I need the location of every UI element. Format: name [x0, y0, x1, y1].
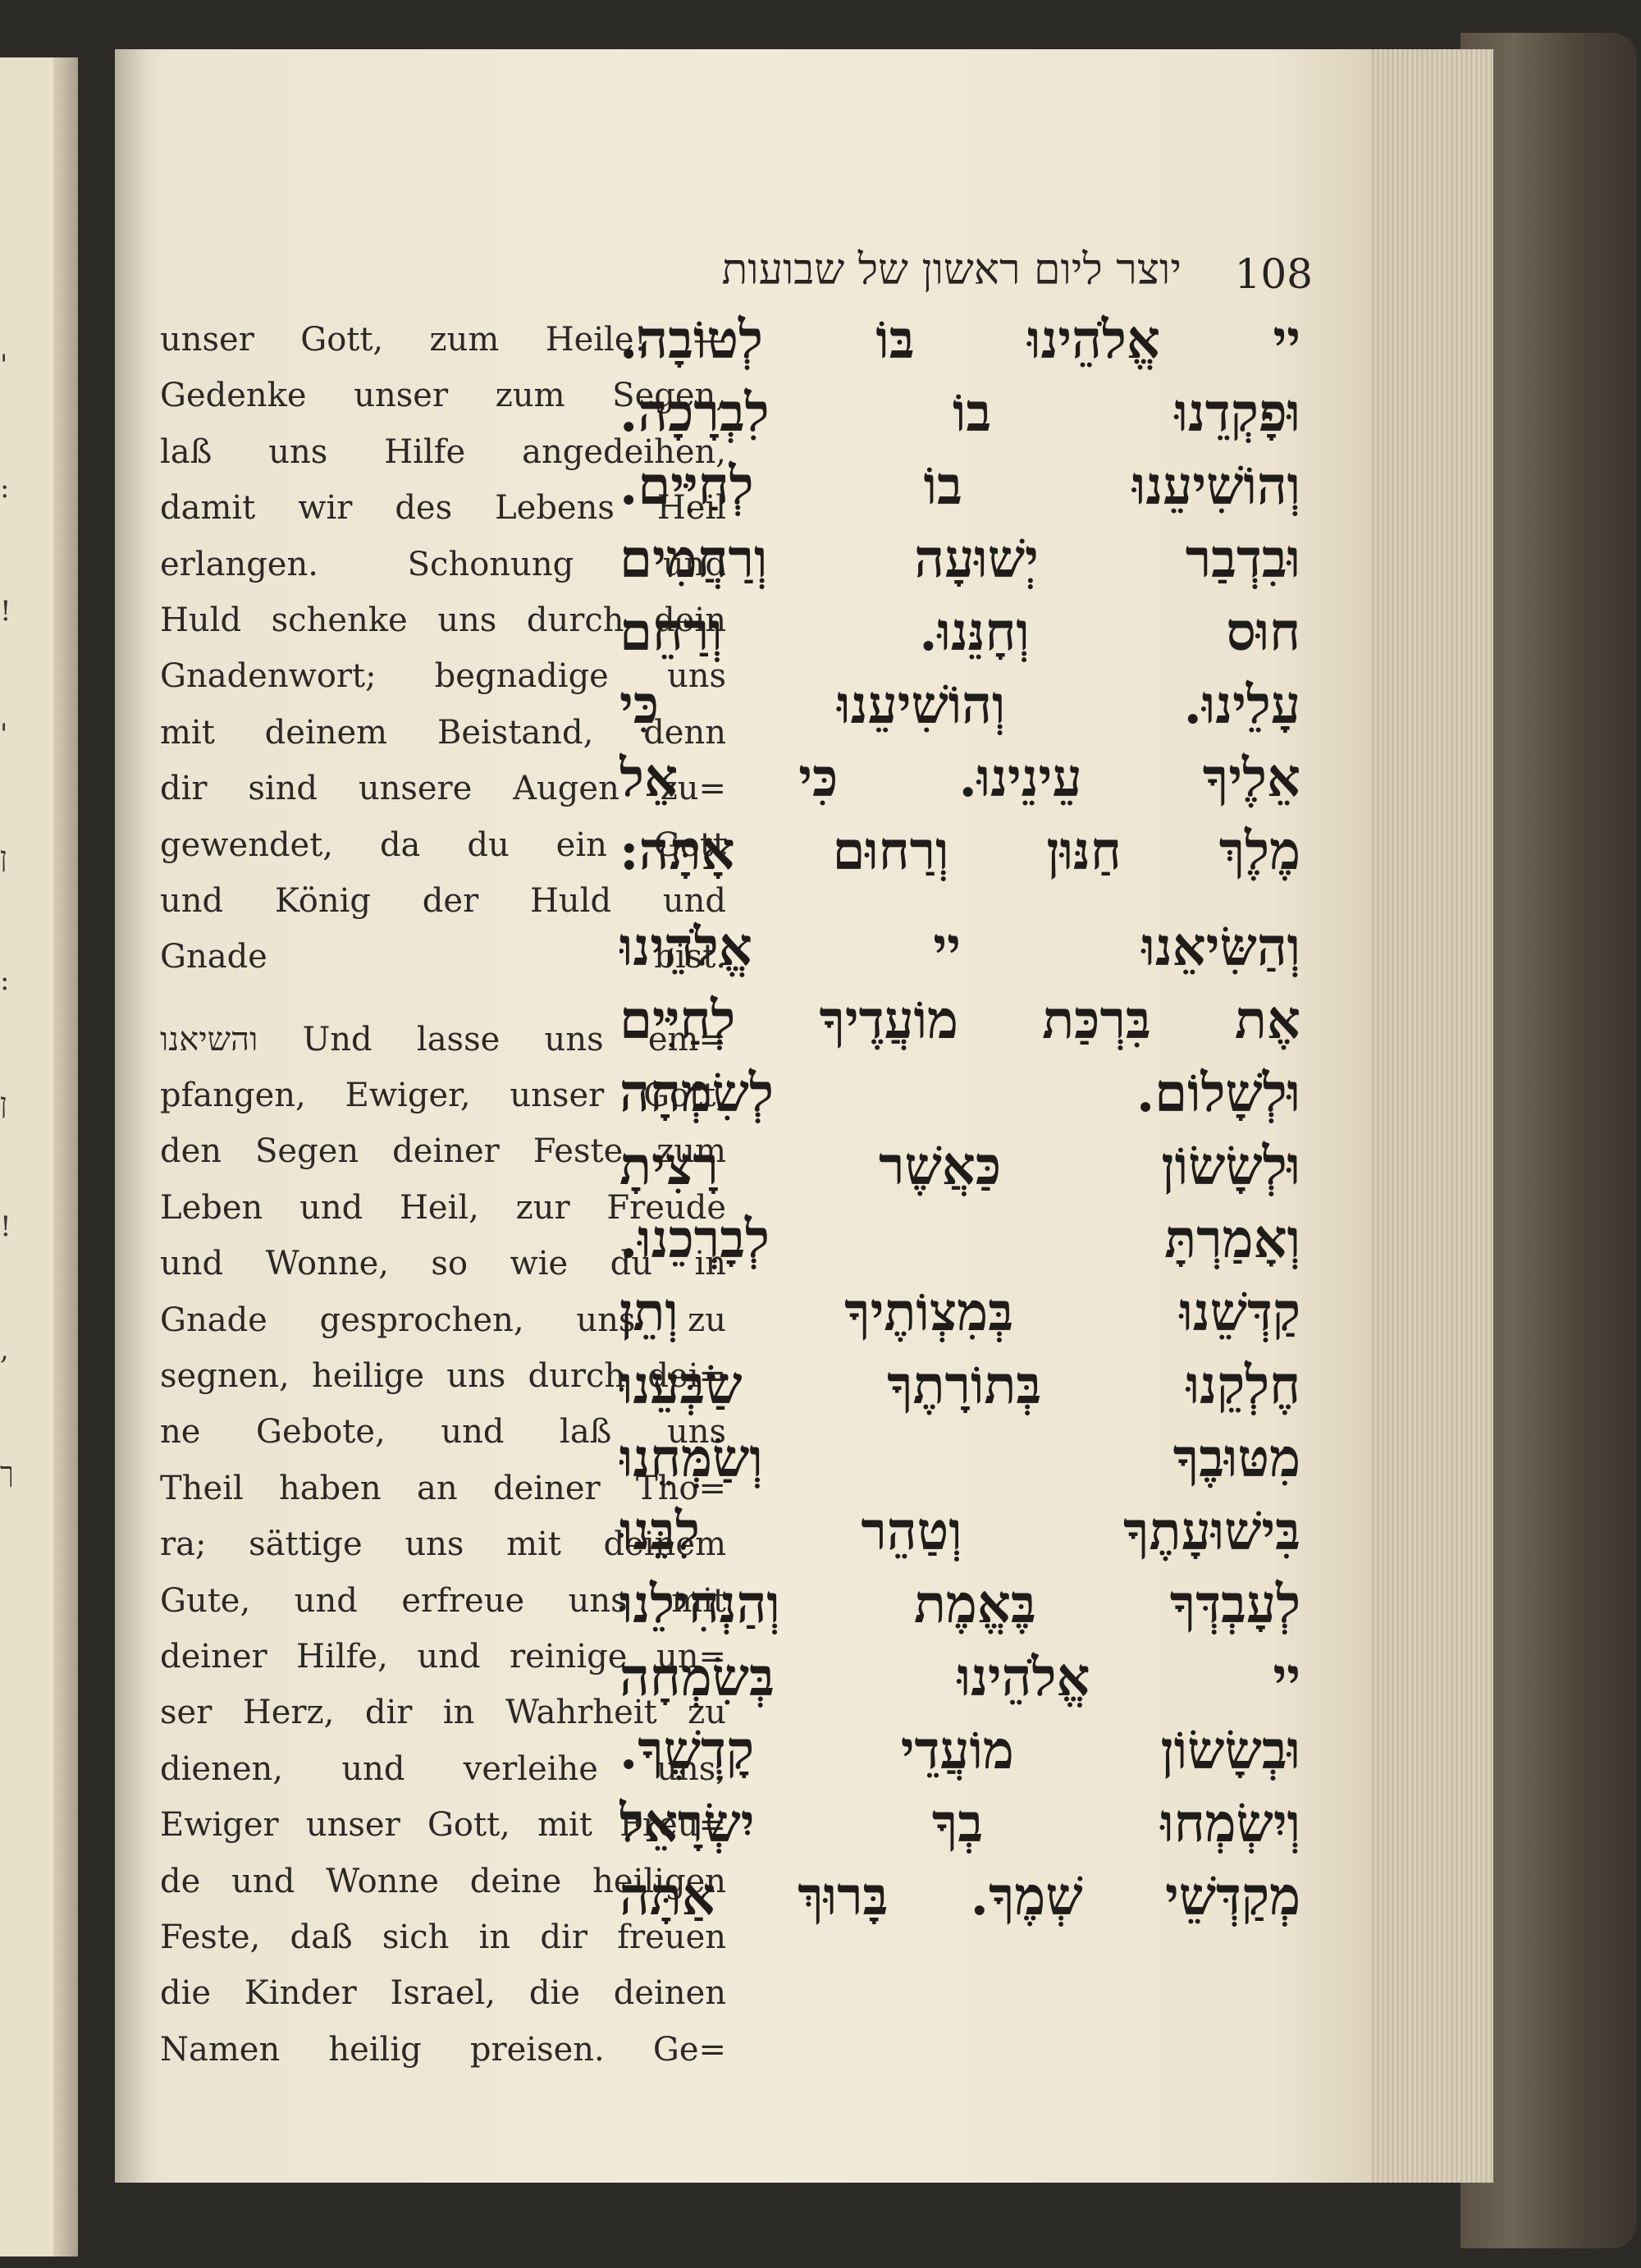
german-text-line: Ewiger unser Gott, mit Freu=	[160, 1806, 726, 1845]
german-text-line: unser Gott, zum Heile! —	[160, 321, 726, 359]
page-number: 108	[1234, 250, 1313, 298]
hebrew-text-line: וְיִשְׂמְחוּ בְךָ יִשְׂרָאֵל	[619, 1793, 1300, 1854]
left-page-mark: ך	[0, 1456, 14, 1489]
hebrew-text-line: מְקַדְּשֵׁי שְׁמֶךָ. בָּרוּךְ אַתָּה	[619, 1866, 1300, 1927]
left-page-mark: ן	[0, 1087, 7, 1120]
german-text-line: Gnadenwort; begnadige uns	[160, 657, 726, 696]
hebrew-text-line: מִטּוּבֶךָ וְשַׂמְּחֵנוּ	[619, 1428, 1300, 1489]
hebrew-text-line: אֶת בִּרְכַּת מוֹעֲדֶיךָ לְחַיִּים	[619, 990, 1300, 1051]
german-text-line: de und Wonne deine heiligen	[160, 1862, 726, 1900]
hebrew-text-line: חוּס וְחָנֵּנוּ. וְרַחֵם	[619, 601, 1300, 663]
left-page-marks	[0, 304, 25, 1534]
hebrew-text-line: יי אֱלֹהֵינוּ בְּשִׂמְחָה	[619, 1647, 1300, 1708]
german-text-line: Theil haben an deiner Tho=	[160, 1469, 726, 1507]
hebrew-text-line: וְהַשִּׂיאֵנוּ יי אֱלֹהֵינוּ	[619, 917, 1300, 978]
german-text-line: und Wonne, so wie du in	[160, 1245, 726, 1283]
left-page-mark: '	[0, 349, 8, 382]
running-title: יוצר ליום ראשון של שבועות	[721, 245, 1182, 295]
german-text-line: Gnade bist.	[160, 938, 726, 976]
hebrew-text-line: וּלְשָׂשׂוֹן כַּאֲשֶׁר רָצִיתָ	[619, 1136, 1300, 1197]
german-text-line: Namen heilig preisen. Ge=	[160, 2030, 726, 2069]
left-gutter	[53, 57, 78, 2257]
hebrew-text-line: וְאָמַרְתָּ לְבָרְכֵנוּ.	[619, 1209, 1300, 1270]
left-page-mark: '	[0, 718, 8, 751]
hebrew-text-line: וְהוֹשִׁיעֵנוּ בוֹ לְחַיִּים.	[619, 455, 1300, 517]
right-page	[115, 49, 1370, 2183]
german-text-line: die Kinder Israel, die deinen	[160, 1974, 726, 2013]
hebrew-text-line: אֵלֶיךָ עֵינֵינוּ. כִּי אֵל	[619, 748, 1300, 809]
german-text-line: Feste, daß sich in dir freuen	[160, 1918, 726, 1956]
german-text-line: und König der Huld und	[160, 881, 726, 920]
hebrew-text-line: קַדְּשֵׁנוּ בְּמִצְוֹתֶיךָ וְתֵן	[619, 1282, 1300, 1343]
german-text-line: Huld schenke uns durch dein	[160, 601, 726, 639]
left-page-mark: ,	[0, 1333, 9, 1366]
paragraph-gap	[619, 888, 1300, 911]
german-text-line: ra; sättige uns mit deinem	[160, 1525, 726, 1564]
running-head	[550, 245, 1313, 308]
german-text-line: Gedenke unser zum Segen,	[160, 377, 726, 415]
left-page-mark: :	[0, 472, 10, 505]
hebrew-text-line: לְעָבְדְּךָ בֶּאֱמֶת וְהַנְחִילֵנוּ	[619, 1574, 1300, 1635]
left-page-mark: ן	[0, 841, 7, 874]
german-text-line: dienen, und verleihe uns,	[160, 1749, 726, 1788]
german-text-line: והשיאנו Und lasse uns em=	[160, 1020, 726, 1059]
hebrew-text-line: וּבִדְבַר יְשׁוּעָה וְרַחֲמִים	[619, 528, 1300, 590]
hebrew-text-line: עָלֵינוּ. וְהוֹשִׁיעֵנוּ כִּי	[619, 674, 1300, 736]
german-text-line: segnen, heilige uns durch dei=	[160, 1357, 726, 1396]
page-block-edges	[1354, 49, 1493, 2183]
gutter-shadow	[115, 49, 148, 2183]
german-text-line: pfangen, Ewiger, unser Gott,	[160, 1077, 726, 1115]
german-text-line: deiner Hilfe, und reinige un=	[160, 1637, 726, 1676]
german-text-line: Leben und Heil, zur Freude	[160, 1188, 726, 1227]
german-text-line: Gnade gesprochen, uns zu	[160, 1301, 726, 1339]
hebrew-text-line: מֶלֶךְ חַנּוּן וְרַחוּם אָתָּה:	[619, 821, 1300, 882]
german-text-line: Gute, und erfreue uns mit	[160, 1581, 726, 1620]
german-text-line: ne Gebote, und laß uns	[160, 1413, 726, 1452]
left-page-mark: :	[0, 964, 10, 997]
hebrew-text-line: וּלְשָׁלוֹם. לְשִׂמְחָה	[619, 1063, 1300, 1124]
hebrew-text-line: וּפָקְדֵנוּ בוֹ לִבְרָכָה.	[619, 382, 1300, 444]
hebrew-text-column	[619, 304, 1300, 1933]
german-text-line: den Segen deiner Feste zum	[160, 1132, 726, 1171]
german-text-line: erlangen. Schonung und	[160, 545, 726, 583]
hebrew-text-line: יי אֱלֹהֵינוּ בּוֹ לְטוֹבָה.	[619, 309, 1300, 371]
hebrew-text-line: חֶלְקֵנוּ בְּתוֹרָתֶךָ שַׂבְּעֵנוּ	[619, 1355, 1300, 1416]
hebrew-text-line: בִּישׁוּעָתֶךָ וְטַהֵר לִבֵּנוּ	[619, 1501, 1300, 1562]
left-page-mark: !	[0, 1210, 11, 1243]
hebrew-text-line: וּבְשָׂשׂוֹן מוֹעֲדֵי קָדְשֶׁךָ.	[619, 1720, 1300, 1781]
german-text-line: mit deinem Beistand, denn	[160, 713, 726, 752]
left-page-mark: !	[0, 595, 11, 628]
german-text-line: gewendet, da du ein Gott	[160, 825, 726, 864]
german-text-line: ser Herz, dir in Wahrheit zu	[160, 1694, 726, 1732]
german-text-line: damit wir des Lebens Heil	[160, 489, 726, 528]
german-text-line: dir sind unsere Augen zu=	[160, 770, 726, 808]
left-page-fragment	[0, 57, 78, 2257]
german-text-line: laß uns Hilfe angedeihen,	[160, 432, 726, 471]
